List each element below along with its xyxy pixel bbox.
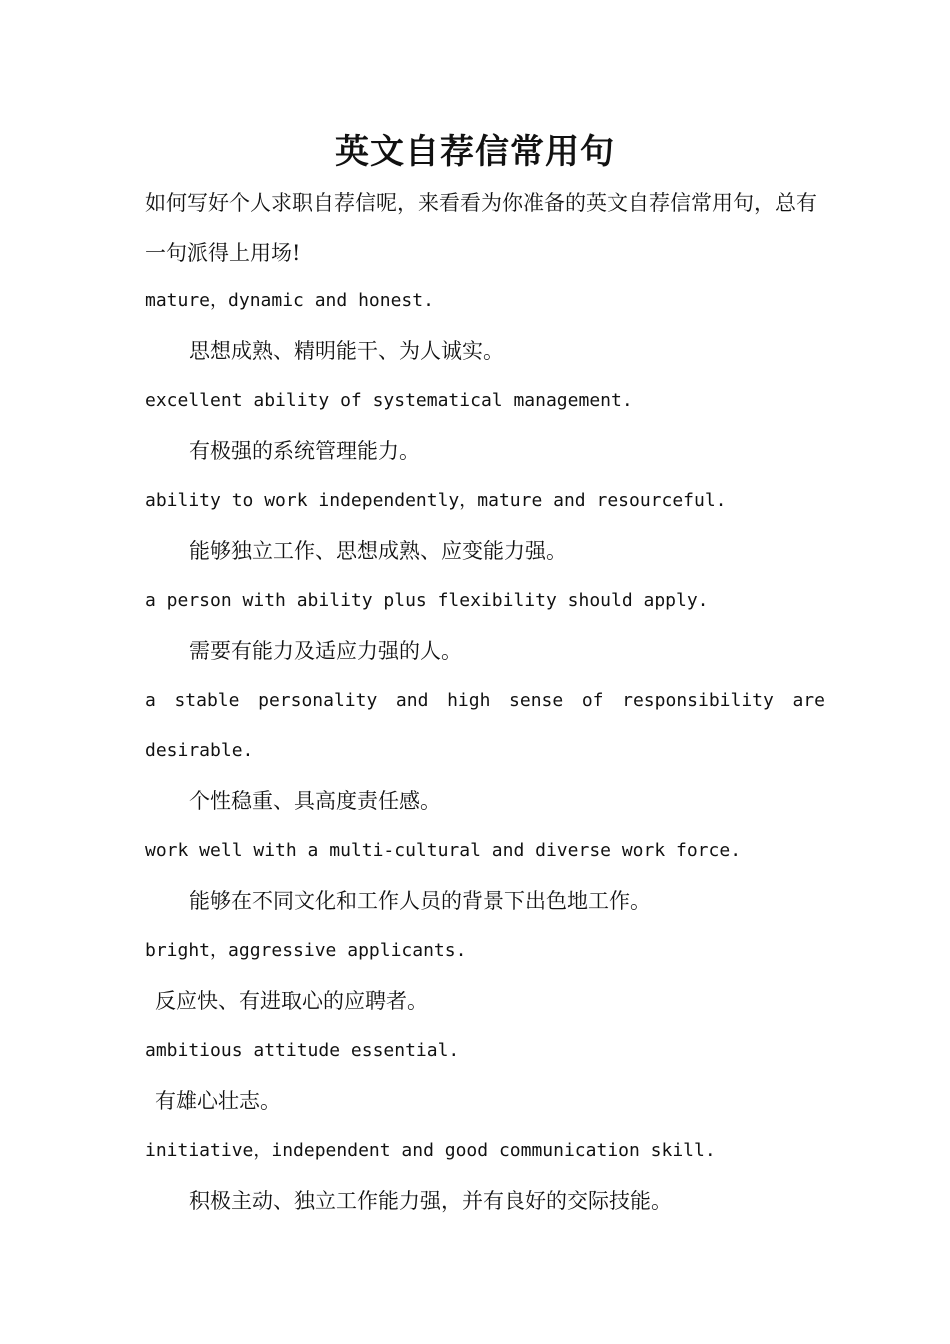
english-phrase: ability to work independently，mature and resourceful. (145, 490, 727, 511)
english-phrase: excellent ability of systematical management. (145, 390, 633, 411)
chinese-translation: 个性稳重、具高度责任感。 (189, 789, 441, 813)
chinese-translation: 思想成熟、精明能干、为人诚实。 (189, 339, 504, 363)
chinese-translation: 能够独立工作、思想成熟、应变能力强。 (189, 539, 567, 563)
chinese-translation: 反应快、有进取心的应聘者。 (155, 989, 428, 1013)
english-phrase: bright，aggressive applicants. (145, 940, 467, 961)
english-phrase: a stable personality and high sense of responsibility are desirable. (145, 690, 825, 761)
english-phrase: ambitious attitude essential. (145, 1040, 460, 1061)
phrase-list (145, 276, 825, 1226)
chinese-translation: 能够在不同文化和工作人员的背景下出色地工作。 (189, 889, 651, 913)
english-phrase: initiative，independent and good communication skill. (145, 1140, 716, 1161)
intro-paragraph: 如何写好个人求职自荐信呢，来看看为你准备的英文自荐信常用句，总有一句派得上用场! (145, 191, 817, 265)
english-phrase: a person with ability plus flexibility should apply. (145, 590, 709, 611)
chinese-translation: 有极强的系统管理能力。 (189, 439, 420, 463)
chinese-translation: 需要有能力及适应力强的人。 (189, 639, 462, 663)
english-phrase: mature，dynamic and honest. (145, 290, 434, 311)
chinese-translation: 有雄心壮志。 (155, 1089, 281, 1113)
chinese-translation: 积极主动、独立工作能力强，并有良好的交际技能。 (189, 1189, 672, 1213)
english-phrase: work well with a multi-cultural and diverse work force. (145, 840, 742, 861)
document-title: 英文自荐信常用句 (335, 132, 615, 172)
